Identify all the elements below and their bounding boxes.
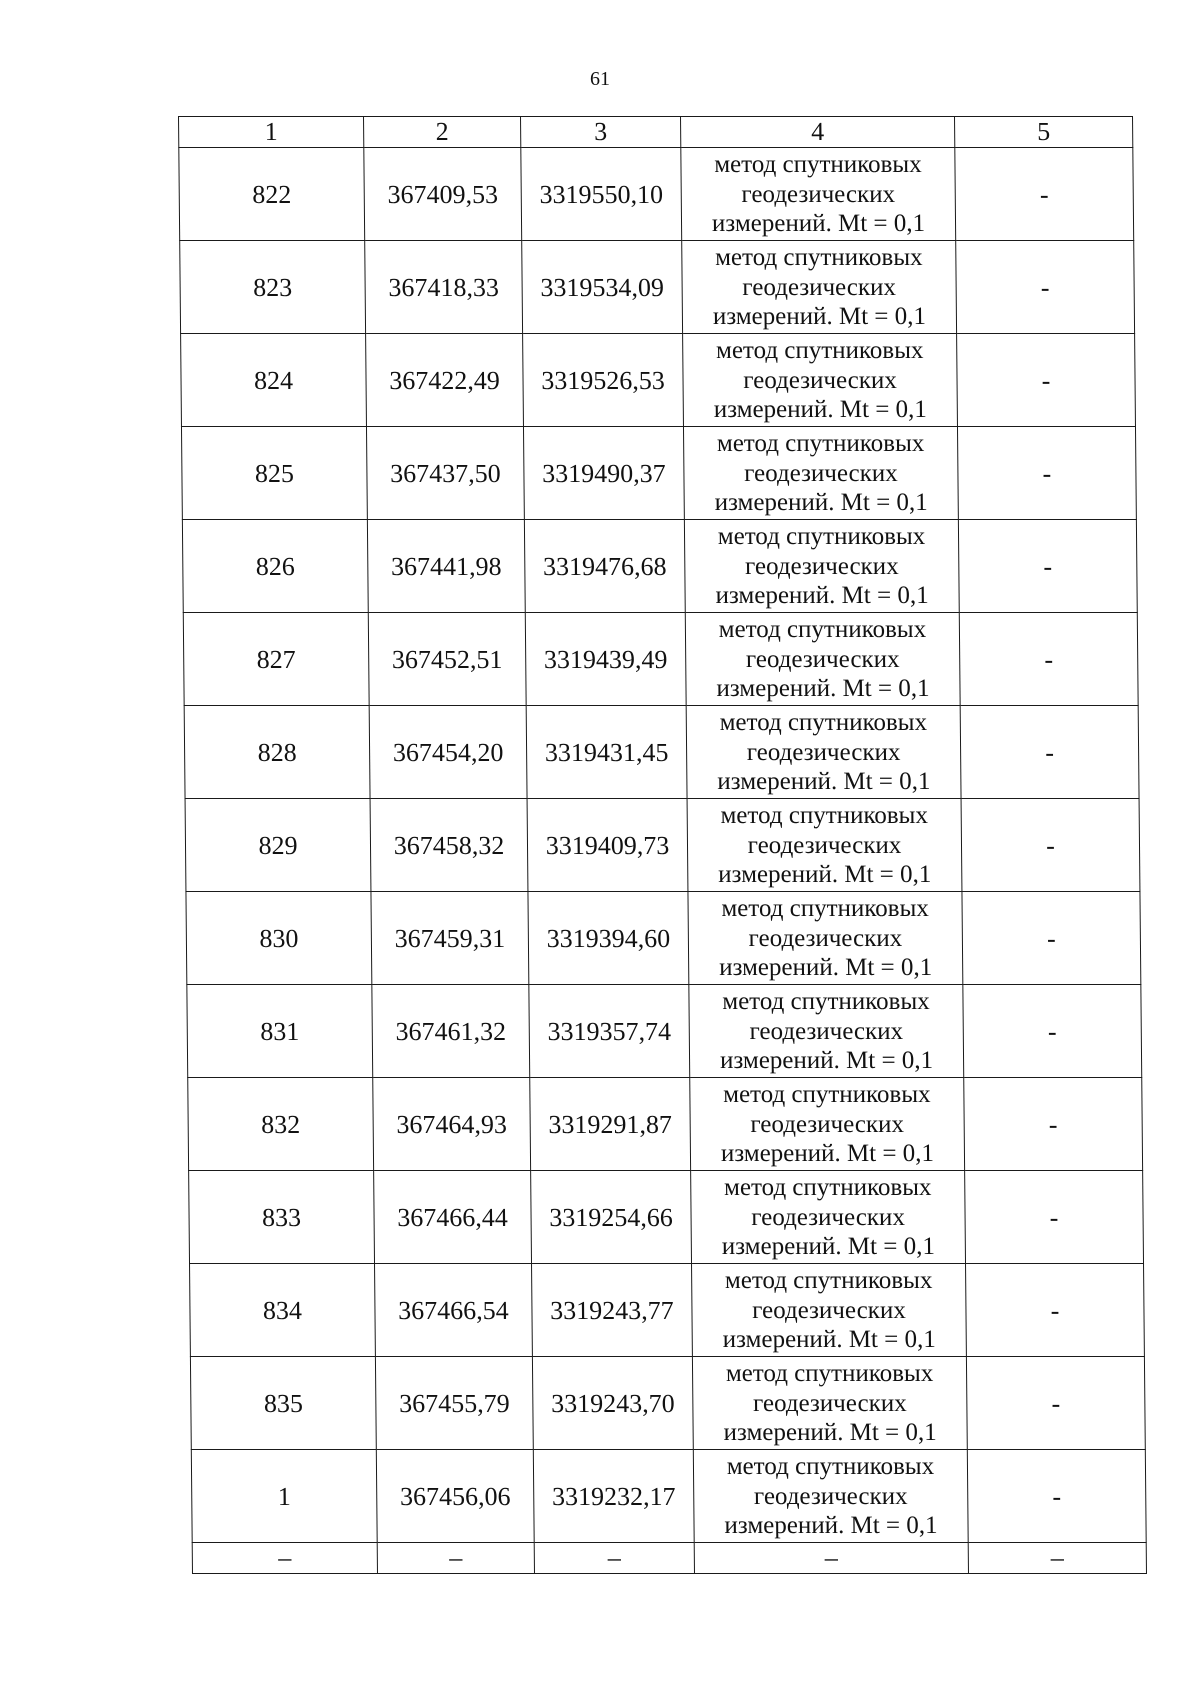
point-number-cell: 832 <box>188 1078 374 1171</box>
point-number-cell: 833 <box>189 1171 375 1264</box>
method-text-line: метод спутниковых <box>724 1267 933 1295</box>
table-row <box>181 427 1136 520</box>
method-cell <box>688 892 963 985</box>
note-cell: - <box>957 334 1136 427</box>
method-text-line: измерений. Mt = 0,1 <box>716 675 930 703</box>
y-coordinate-cell: 3319431,45 <box>526 706 687 799</box>
x-coordinate-cell: 367458,32 <box>370 799 528 892</box>
method-cell <box>681 148 956 241</box>
note-cell: - <box>956 241 1135 334</box>
method-cell <box>683 427 958 520</box>
method-text-line: метод спутниковых <box>715 337 924 365</box>
table-row <box>181 334 1136 427</box>
point-number-cell: 826 <box>182 520 368 613</box>
method-cell <box>689 985 964 1078</box>
method-text-line: геодезических <box>746 738 901 766</box>
x-coordinate-cell: 367456,06 <box>376 1450 534 1543</box>
method-text-line: метод спутниковых <box>719 709 928 737</box>
method-text-line: геодезических <box>753 1482 908 1510</box>
y-coordinate-cell: 3319243,70 <box>532 1357 693 1450</box>
method-text-line: геодезических <box>752 1389 907 1417</box>
method-text-line: метод спутниковых <box>716 430 925 458</box>
header-cell-4: 4 <box>681 117 955 148</box>
point-number-cell: 835 <box>190 1357 376 1450</box>
method-text-line: геодезических <box>749 1017 904 1045</box>
x-coordinate-cell: 367466,54 <box>375 1264 533 1357</box>
x-coordinate-cell: 367454,20 <box>369 706 527 799</box>
note-cell: - <box>966 1264 1145 1357</box>
point-number-cell: 825 <box>181 427 367 520</box>
method-text-line: метод спутниковых <box>721 895 929 923</box>
method-text-line: геодезических <box>747 831 902 859</box>
point-number-cell: 834 <box>190 1264 376 1357</box>
method-text-line: геодезических <box>741 180 896 208</box>
method-text-line: метод спутниковых <box>722 988 930 1016</box>
method-text-line: геодезических <box>751 1203 905 1231</box>
method-text-line: измерений. Mt = 0,1 <box>715 582 929 610</box>
method-text-line: метод спутниковых <box>726 1453 935 1481</box>
y-coordinate-cell: 3319439,49 <box>525 613 686 706</box>
y-coordinate-cell: 3319291,87 <box>530 1078 691 1171</box>
method-text-line: геодезических <box>744 552 899 580</box>
x-coordinate-cell: 367452,51 <box>368 613 526 706</box>
method-cell <box>682 241 957 334</box>
x-coordinate-cell: 367461,32 <box>372 985 530 1078</box>
table-row <box>190 1357 1145 1450</box>
footer-dash-cell: – <box>377 1543 534 1574</box>
method-text-line: измерений. Mt = 0,1 <box>720 1140 935 1168</box>
method-text-line: измерений. Mt = 0,1 <box>717 768 931 796</box>
x-coordinate-cell: 367437,50 <box>366 427 524 520</box>
y-coordinate-cell: 3319243,77 <box>532 1264 693 1357</box>
x-coordinate-cell: 367466,44 <box>374 1171 532 1264</box>
y-coordinate-cell: 3319490,37 <box>523 427 684 520</box>
y-coordinate-cell: 3319409,73 <box>527 799 688 892</box>
table-row <box>184 706 1139 799</box>
coordinates-table <box>178 116 1147 1574</box>
method-text-line: метод спутниковых <box>715 244 923 272</box>
y-coordinate-cell: 3319526,53 <box>523 334 684 427</box>
method-cell <box>691 1171 966 1264</box>
note-cell: - <box>959 613 1138 706</box>
method-text-line: метод спутниковых <box>723 1174 932 1202</box>
header-cell-2: 2 <box>364 117 521 148</box>
footer-dash-cell: – <box>192 1543 377 1574</box>
method-text-line: измерений. Mt = 0,1 <box>723 1419 937 1447</box>
method-text-line: геодезических <box>743 366 897 394</box>
note-cell: - <box>961 799 1140 892</box>
method-text-line: метод спутниковых <box>717 523 926 551</box>
page-number: 61 <box>590 68 610 90</box>
note-cell: - <box>967 1450 1146 1543</box>
method-cell <box>684 520 959 613</box>
method-text-line: метод спутниковых <box>723 1081 931 1109</box>
footer-dash-cell: – <box>968 1543 1146 1574</box>
point-number-cell: 830 <box>186 892 372 985</box>
y-coordinate-cell: 3319534,09 <box>522 241 683 334</box>
x-coordinate-cell: 367464,93 <box>373 1078 531 1171</box>
method-text-line: измерений. Mt = 0,1 <box>718 861 932 889</box>
note-cell: - <box>957 427 1136 520</box>
y-coordinate-cell: 3319232,17 <box>533 1450 694 1543</box>
table-row <box>191 1450 1146 1543</box>
y-coordinate-cell: 3319394,60 <box>528 892 689 985</box>
method-text-line: геодезических <box>744 459 898 487</box>
method-text-line: измерений. Mt = 0,1 <box>713 396 927 424</box>
x-coordinate-cell: 367409,53 <box>364 148 522 241</box>
point-number-cell: 827 <box>183 613 369 706</box>
x-coordinate-cell: 367418,33 <box>365 241 523 334</box>
point-number-cell: 828 <box>184 706 370 799</box>
method-text-line: метод спутниковых <box>718 616 927 644</box>
note-cell: - <box>963 985 1142 1078</box>
y-coordinate-cell: 3319254,66 <box>531 1171 692 1264</box>
y-coordinate-cell: 3319550,10 <box>521 148 682 241</box>
table-row <box>189 1171 1144 1264</box>
y-coordinate-cell: 3319357,74 <box>529 985 690 1078</box>
table-row <box>187 985 1142 1078</box>
method-cell <box>687 799 962 892</box>
x-coordinate-cell: 367459,31 <box>371 892 529 985</box>
method-text-line: геодезических <box>750 1110 905 1138</box>
method-cell <box>692 1264 967 1357</box>
header-cell-5: 5 <box>955 117 1133 148</box>
table-row <box>190 1264 1145 1357</box>
method-text-line: измерений. Mt = 0,1 <box>722 1326 936 1354</box>
method-text-line: метод спутниковых <box>720 802 929 830</box>
note-cell: - <box>964 1078 1143 1171</box>
point-number-cell: 822 <box>179 148 365 241</box>
note-cell: - <box>965 1171 1144 1264</box>
table-row <box>185 799 1140 892</box>
table-row <box>183 613 1138 706</box>
method-text-line: геодезических <box>745 645 900 673</box>
x-coordinate-cell: 367455,79 <box>375 1357 533 1450</box>
method-text-line: измерений. Mt = 0,1 <box>724 1512 938 1540</box>
footer-dash-cell: – <box>694 1543 968 1574</box>
point-number-cell: 823 <box>180 241 366 334</box>
table-header-row <box>179 117 1133 148</box>
table-row <box>188 1078 1143 1171</box>
x-coordinate-cell: 367441,98 <box>367 520 525 613</box>
method-cell <box>690 1078 965 1171</box>
method-cell <box>685 613 960 706</box>
table-row <box>182 520 1137 613</box>
point-number-cell: 824 <box>181 334 367 427</box>
header-cell-3: 3 <box>521 117 681 148</box>
y-coordinate-cell: 3319476,68 <box>524 520 685 613</box>
method-cell <box>683 334 958 427</box>
table-row <box>186 892 1141 985</box>
note-cell: - <box>960 706 1139 799</box>
method-text-line: измерений. Mt = 0,1 <box>714 489 928 517</box>
method-text-line: геодезических <box>752 1296 906 1324</box>
method-text-line: геодезических <box>748 924 903 952</box>
note-cell: - <box>962 892 1141 985</box>
point-number-cell: 831 <box>187 985 373 1078</box>
method-cell <box>686 706 961 799</box>
method-text-line: измерений. Mt = 0,1 <box>719 1047 934 1075</box>
method-text-line: метод спутниковых <box>725 1360 934 1388</box>
method-text-line: измерений. Mt = 0,1 <box>711 210 926 238</box>
footer-dash-cell: – <box>534 1543 694 1574</box>
table-row <box>179 148 1134 241</box>
note-cell: - <box>955 148 1134 241</box>
method-text-line: измерений. Mt = 0,1 <box>721 1233 936 1261</box>
method-text-line: измерений. Mt = 0,1 <box>719 954 933 982</box>
note-cell: - <box>958 520 1137 613</box>
method-cell <box>692 1357 967 1450</box>
method-text-line: метод спутниковых <box>714 151 922 179</box>
method-text-line: измерений. Mt = 0,1 <box>712 303 927 331</box>
table-footer-row <box>192 1543 1146 1574</box>
point-number-cell: 829 <box>185 799 371 892</box>
point-number-cell: 1 <box>191 1450 377 1543</box>
note-cell: - <box>966 1357 1145 1450</box>
method-text-line: геодезических <box>742 273 897 301</box>
table-row <box>180 241 1135 334</box>
method-cell <box>693 1450 968 1543</box>
header-cell-1: 1 <box>179 117 364 148</box>
x-coordinate-cell: 367422,49 <box>366 334 524 427</box>
